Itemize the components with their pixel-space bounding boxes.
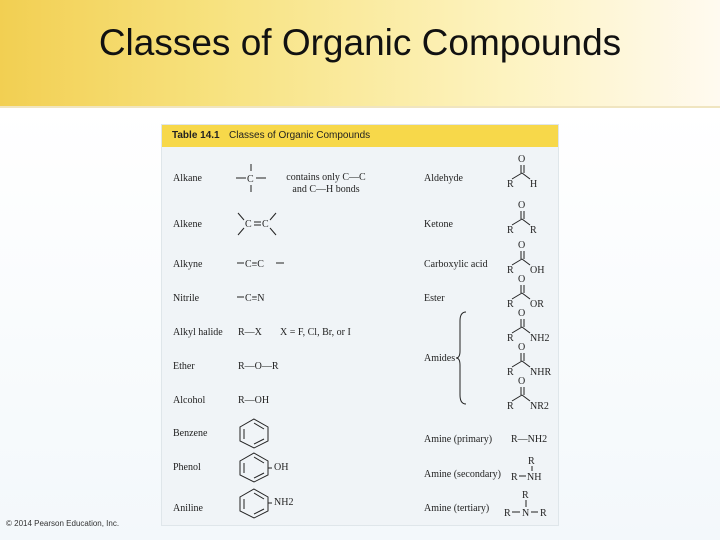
row-label-alkene: Alkene — [173, 219, 202, 230]
atom-c: C — [245, 219, 252, 230]
atom-r: R — [507, 179, 514, 190]
atom-o: O — [518, 274, 526, 285]
group-nhr: NHR — [530, 367, 552, 378]
row-label-amine-secondary: Amine (secondary) — [424, 469, 501, 480]
row-label-amine-primary: Amine (primary) — [424, 434, 493, 445]
alkane-note-line1: contains only C—C — [286, 172, 366, 183]
group-nh: NH — [527, 472, 542, 483]
alkyne-structure — [236, 255, 288, 271]
ether-formula: R—O—R — [238, 361, 279, 372]
atom-h: H — [530, 179, 538, 190]
atom-r: R — [528, 456, 535, 467]
phenol-ring — [236, 451, 272, 483]
table-card — [161, 124, 559, 526]
atom-o: O — [518, 154, 526, 165]
row-label-alkyne: Alkyne — [173, 259, 203, 270]
aldehyde-structure — [504, 153, 546, 191]
benzene-structure — [236, 417, 272, 449]
group-or: OR — [530, 299, 544, 310]
row-label-alcohol: Alcohol — [173, 395, 206, 406]
atom-o: O — [518, 342, 526, 353]
atom-c: C — [262, 219, 269, 230]
table-number: Table 14.1 — [172, 130, 220, 141]
row-label-aniline: Aniline — [173, 503, 203, 514]
alkyl-halide-formula: R—X — [238, 327, 262, 338]
amide-secondary-structure — [504, 341, 560, 379]
atom-o: O — [518, 200, 526, 211]
alkene-structure — [236, 209, 280, 239]
group-nr2: NR2 — [530, 401, 549, 412]
atom-r: R — [507, 333, 514, 344]
alkane-structure — [234, 163, 270, 193]
atom-r: R — [511, 472, 518, 483]
row-label-alkane: Alkane — [173, 173, 202, 184]
row-label-phenol: Phenol — [173, 462, 201, 473]
row-label-amides: Amides — [424, 353, 456, 364]
atom-o: O — [518, 240, 526, 251]
ester-structure — [504, 273, 554, 311]
amine-tertiary-structure — [502, 489, 558, 521]
atom-o: O — [518, 308, 526, 319]
row-label-carboxylic-acid: Carboxylic acid — [424, 259, 488, 270]
carboxylic-acid-structure — [504, 239, 554, 277]
ketone-structure — [504, 199, 546, 237]
slide-title: Classes of Organic Compounds — [98, 22, 622, 63]
row-label-ketone: Ketone — [424, 219, 453, 230]
alkyne-formula: C≡C — [245, 259, 264, 270]
atom-r: R — [507, 225, 514, 236]
amides-brace — [456, 311, 468, 405]
atom-r: R — [507, 299, 514, 310]
nitrile-formula: C≡N — [245, 293, 265, 304]
row-label-amine-tertiary: Amine (tertiary) — [424, 503, 490, 514]
atom-r: R — [507, 367, 514, 378]
table-caption: Classes of Organic Compounds — [229, 130, 371, 141]
row-label-nitrile: Nitrile — [173, 293, 200, 304]
row-label-ester: Ester — [424, 293, 445, 304]
atom-r: R — [522, 490, 529, 501]
copyright-notice: © 2014 Pearson Education, Inc. — [6, 519, 120, 528]
alkyl-halide-note: X = F, Cl, Br, or I — [280, 327, 351, 338]
row-label-benzene: Benzene — [173, 428, 208, 439]
atom-r: R — [540, 508, 547, 519]
alkane-note — [278, 172, 374, 196]
group-oh: OH — [530, 265, 545, 276]
aniline-ring — [236, 487, 272, 519]
aniline-substituent: NH2 — [274, 497, 294, 508]
amine-secondary-structure — [508, 455, 554, 485]
atom-r: R — [507, 265, 514, 276]
alcohol-formula: R—OH — [238, 395, 270, 406]
table-header — [162, 125, 558, 147]
row-label-ether: Ether — [173, 361, 195, 372]
atom-r: R — [530, 225, 537, 236]
amide-primary-structure — [504, 307, 560, 345]
atom-r: R — [504, 508, 511, 519]
atom-r: R — [507, 401, 514, 412]
atom-n: N — [522, 508, 530, 519]
row-label-aldehyde: Aldehyde — [424, 173, 463, 184]
amide-tertiary-structure — [504, 375, 560, 413]
group-nh2: NH2 — [530, 333, 550, 344]
amine-primary-formula: R—NH2 — [511, 434, 548, 445]
atom-o: O — [518, 376, 526, 387]
nitrile-structure — [236, 289, 282, 305]
row-label-alkyl-halide: Alkyl halide — [173, 327, 223, 338]
alkane-note-line2: and C—H bonds — [292, 184, 360, 195]
phenol-substituent: OH — [274, 462, 289, 473]
atom-c: C — [247, 174, 254, 185]
